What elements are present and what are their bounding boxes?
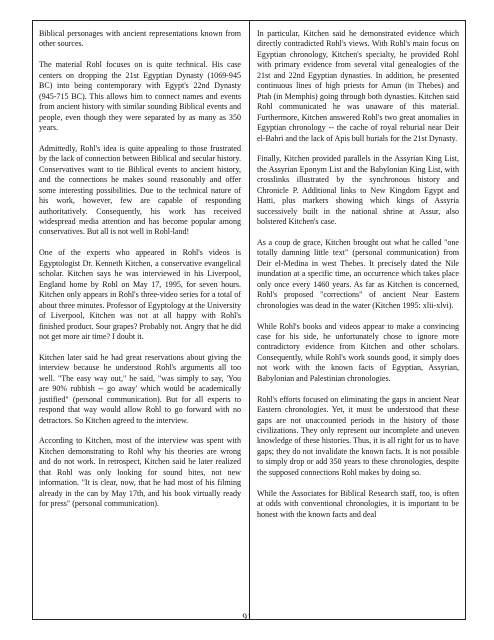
paragraph: Rohl's efforts focused on eliminating the gaps in ancient Near Eastern chronologies. Yet, it must be understood that these gaps are not unaccounted periods in the history of those civilizations. They only represent our incomplete and uneven knowledge of these histories. Thus, it is all right for us to have gaps; they do not invalidate the known facts. It is not possible to simply drop or add 350 years to these chronologies, despite the supposed connections Rohl makes by doing so. <box>257 394 459 477</box>
paragraph: Biblical personages with ancient representations known from other sources. <box>39 29 241 49</box>
page-number: 91 <box>242 612 252 622</box>
paragraph: Kitchen later said he had great reservations about giving the interview because he understood Rohl's arguments all too well. "The easy way out," he said, "was simply to say, 'You are 90% rubbish -- go away' which would be academically justified" (personal communication). But for all experts to respond that way would allow Rohl to go forward with no detractors. So Kitchen agreed to the interview. <box>39 352 241 425</box>
paragraph: While Rohl's books and videos appear to make a convincing case for his side, he unfortunately chose to ignore more contradictory evidence from Kitchen and other scholars. Consequently, while Rohl's work sounds good, it simply does not work with the known facts of Egyptian, Assyrian, Babylonian and Palestinian chronologies. <box>257 321 459 383</box>
left-column <box>39 29 241 510</box>
paragraph: According to Kitchen, most of the interview was spent with Kitchen demonstrating to Rohl why his theories are wrong and do not work. In retrospect, Kitchen said he later realized that Rohl was only looking for sound bites, not new information. "It is clear, now, that he had most of his filming already in the can by May 17th, and his book virtually ready for press" (personal communication). <box>39 436 241 509</box>
paragraph: As a coup de grace, Kitchen brought out what he called "one totally damning little text" (personal communication) from Deir el-Medina in west Thebes. It precisely dated the Nile inundation at a specific time, an occurrence which takes place only once every 1460 years. As far as Kitchen is concerned, Rohl's proposed "corrections" of ancient Near Eastern chronologies was dead in the water (Kitchen 1995: xlii-xlvi). <box>257 237 459 310</box>
paragraph: Finally, Kitchen provided parallels in the Assyrian King List, the Assyrian Eponym List and the Babylonian King List, with crosslinks illustrated by the synchronous history and Chronicle P. Additional links to New Kingdom Egypt and Hatti, plus markers showing which kings of Assyria successively built in the national shrine at Assur, also bolstered Kitchen's case. <box>257 154 459 227</box>
paragraph: Admittedly, Rohl's idea is quite appealing to those frustrated by the lack of connection between Biblical and secular history. Conservatives want to tie Biblical events to ancient history, and the connections he makes sound reasonably and offer some interesting possibilities. Due to the technical nature of his work, however, few are capable of responding authoritatively. Consequently, his work has received widespread media attention and has become popular among conservatives. But all is not well in Rohl-land! <box>39 143 241 237</box>
paragraph: While the Associates for Biblical Research staff, too, is often at odds with conventional chronologies, it is important to be honest with the known facts and deal <box>257 488 459 519</box>
paragraph: One of the experts who appeared in Rohl's videos is Egyptologist Dr. Kenneth Kitchen, a conservative evangelical scholar. Kitchen says he was interviewed in his Liverpool, England home by Rohl on May 17, 1995, for seven hours. Kitchen only appears in Rohl's three-video series for a total of about three minutes. Professor of Egyptology at the University of Liverpool, Kitchen was not at all happy with Rohl's finished product. Sour grapes? Probably not. Angry that he did not get more air time? I doubt it. <box>39 248 241 341</box>
paragraph: In particular, Kitchen said he demonstrated evidence which directly contradicted Rohl's views. With Rohl's main focus on Egyptian chronology, Kitchen's specialty, he provided Rohl with primary evidence from several vital genealogies of the 21st and 22nd Egyptian dynasties. In addition, he presented continuous lines of high priests for Amun (in Thebes) and Ptah (in Memphis) going through both dynasties. Kitchen said Rohl communicated he was unaware of this material. Furthermore, Kitchen answered Rohl's two great anomalies in Egyptian chronology -- the cache of royal reburial near Deir el-Bahri and the lack of Apis bull burials for the 21st Dynasty. <box>257 29 459 143</box>
paragraph: The material Rohl focuses on is quite technical. His case centers on dropping the 21st Egyptian Dynasty (1069-945 BC) into being contemporary with Egypt's 22nd Dynasty (945-715 BC). This allows him to connect names and events from ancient history with similar sounding Biblical events and people, even though they were separated by as many as 350 years. <box>39 60 241 133</box>
column-divider <box>249 21 250 619</box>
page-frame <box>32 20 466 620</box>
right-column <box>257 29 459 520</box>
